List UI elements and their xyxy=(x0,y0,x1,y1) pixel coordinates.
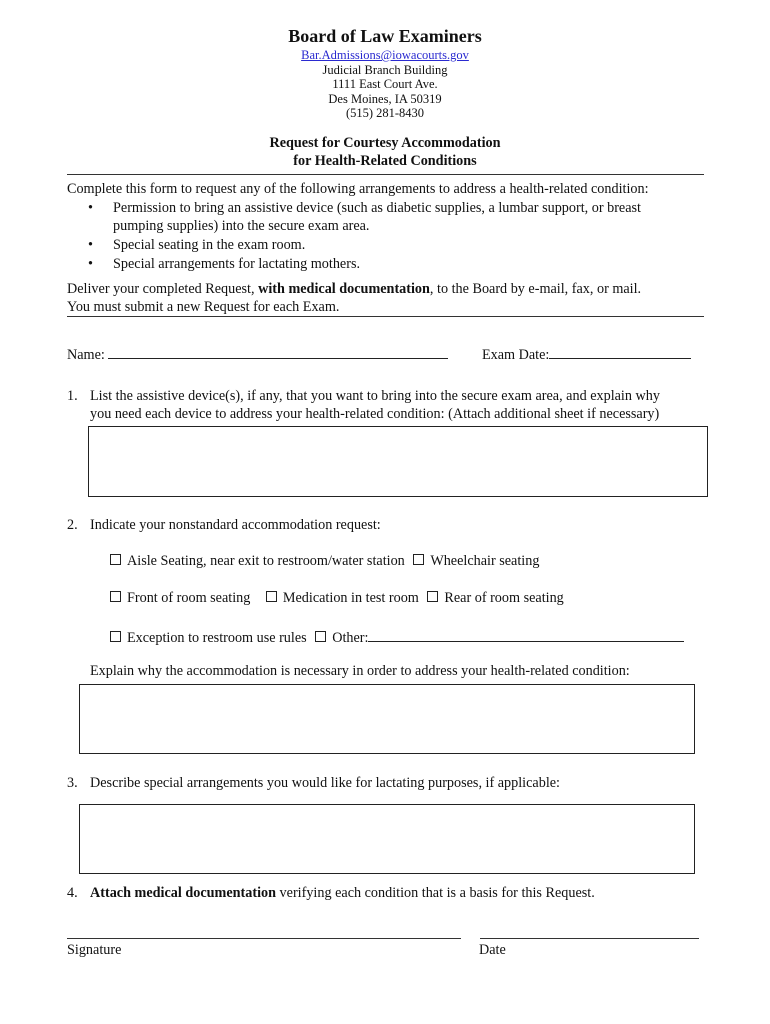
phone-number: (515) 281-8430 xyxy=(345,106,425,120)
top-rule xyxy=(67,174,704,175)
checkbox-aisle-seating[interactable] xyxy=(110,554,121,565)
q2-row1: Aisle Seating, near exit to restroom/water station Wheelchair seating xyxy=(110,553,539,570)
q1-number: 1. xyxy=(67,388,78,404)
checkbox-restroom-exception[interactable] xyxy=(110,631,121,642)
checkbox-other[interactable] xyxy=(315,631,326,642)
address-city: Des Moines, IA 50319 xyxy=(328,92,442,106)
email-link[interactable]: Bar.Admissions@iowacourts.gov xyxy=(301,48,469,62)
address-building: Judicial Branch Building xyxy=(322,63,448,77)
q3-number: 3. xyxy=(67,775,78,791)
checkbox-rear-seating[interactable] xyxy=(427,591,438,602)
signature-line[interactable] xyxy=(67,938,461,939)
intro-lead: Complete this form to request any of the following arrangements to address a health-related condition: xyxy=(67,181,649,197)
exam-date-row xyxy=(482,344,691,364)
bullet-2: Special seating in the exam room. xyxy=(113,237,306,253)
q3-text: Describe special arrangements you would like for lactating purposes, if applicable: xyxy=(90,775,560,791)
checkbox-front-seating[interactable] xyxy=(110,591,121,602)
q1-line2: you need each device to address your health-related condition: (Attach additional sheet if necessary) xyxy=(90,406,660,422)
deliver-line2: You must submit a new Request for each Exam. xyxy=(67,299,340,315)
q4-text: Attach medical documentation verifying each condition that is a basis for this Request. xyxy=(90,885,595,901)
form-title-line2: for Health-Related Conditions xyxy=(293,153,477,169)
signature-label: Signature xyxy=(67,942,122,958)
board-title: Board of Law Examiners xyxy=(288,26,482,46)
q3-answer-box[interactable] xyxy=(79,804,695,874)
bullet-icon: • xyxy=(88,256,93,272)
q2-answer-box[interactable] xyxy=(79,684,695,754)
exam-date-field[interactable] xyxy=(549,344,691,359)
exam-date-label: Exam Date: xyxy=(482,347,550,363)
date-line[interactable] xyxy=(480,938,699,939)
q2-row3: Exception to restroom use rules Other: xyxy=(110,627,684,647)
q2-row2: Front of room seating Medication in test room Rear of room seating xyxy=(110,590,564,607)
q1-answer-box[interactable] xyxy=(88,426,708,497)
other-field[interactable] xyxy=(368,627,684,642)
q1-line1: List the assistive device(s), if any, that you want to bring into the secure exam area, and explain why xyxy=(90,388,660,404)
bullet-1-line2: pumping supplies) into the secure exam area. xyxy=(113,218,370,234)
bullet-1-line1: Permission to bring an assistive device (such as diabetic supplies, a lumbar support, or breast xyxy=(113,200,641,216)
name-row xyxy=(67,344,448,364)
q4-number: 4. xyxy=(67,885,78,901)
name-field[interactable] xyxy=(108,344,448,359)
q2-explain: Explain why the accommodation is necessary in order to address your health-related condition: xyxy=(90,663,630,679)
address-street: 1111 East Court Ave. xyxy=(332,77,438,91)
form-title-line1: Request for Courtesy Accommodation xyxy=(269,135,501,151)
intro-rule xyxy=(67,316,704,317)
checkbox-medication[interactable] xyxy=(266,591,277,602)
bullet-icon: • xyxy=(88,237,93,253)
q2-text: Indicate your nonstandard accommodation request: xyxy=(90,517,381,533)
bullet-icon: • xyxy=(88,200,93,216)
checkbox-wheelchair-seating[interactable] xyxy=(413,554,424,565)
deliver-instructions: Deliver your completed Request, with medical documentation, to the Board by e-mail, fax, or mail. xyxy=(67,281,642,297)
q2-number: 2. xyxy=(67,517,78,533)
date-label: Date xyxy=(479,942,506,958)
name-label: Name: xyxy=(67,347,105,363)
bullet-3: Special arrangements for lactating mothers. xyxy=(113,256,361,272)
